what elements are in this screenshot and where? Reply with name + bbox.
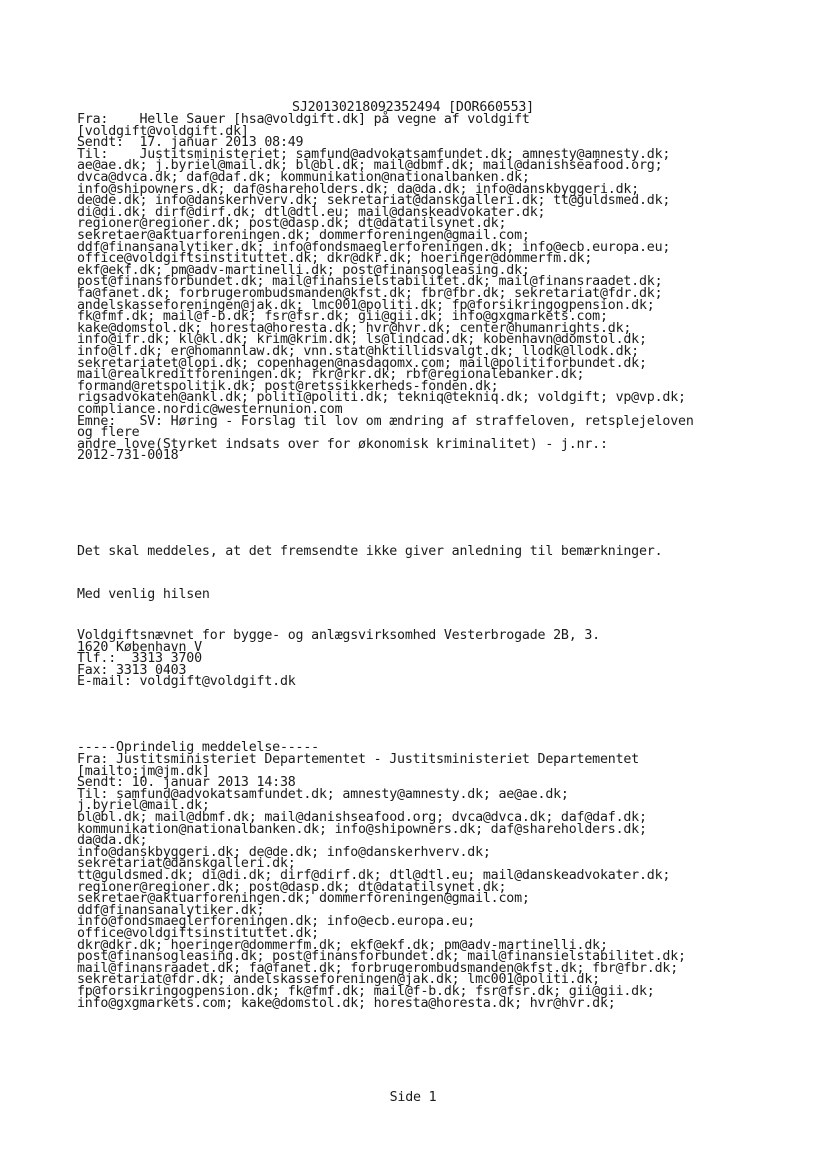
email1-line: formand@retspolitik.dk; post@retssikkerheds-fonden.dk;	[77, 378, 499, 394]
email1-line: kake@domstol.dk; horesta@horesta.dk; hvr@hvr.dk; center@humanrights.dk;	[77, 320, 632, 336]
email1-line: Fra: Helle Sauer [hsa@voldgift.dk] på vegne af voldgift	[77, 112, 530, 127]
page-footer: Side 1	[389, 1090, 437, 1105]
email2-line: kommunikation@nationalbanken.dk; info@shipowners.dk; daf@shareholders.dk;	[77, 821, 647, 837]
email2-line: da@da.dk;	[77, 833, 148, 849]
email1-line: di@di.dk; dirf@dirf.dk; dtl@dtl.eu; mail@danskeadvokater.dk;	[77, 204, 546, 220]
signature-line: Fax: 3313 0403	[77, 662, 187, 678]
document-id: SJ20130218092352494 [DOR660553]	[292, 100, 534, 115]
email1-line: compliance.nordic@westernunion.com	[77, 402, 343, 417]
email1-line: [voldgift@voldgift.dk]	[77, 123, 249, 139]
email2-line: j.byriel@mail.dk;	[77, 798, 210, 814]
email1-line: info@lf.dk; er@homannlaw.dk; vnn.stat@hktillidsvalgt.dk; llodk@llodk.dk;	[77, 344, 639, 359]
email1-line: office@voldgiftsinstituttet.dk; dkr@dkr.dk; hoeringer@dommerfm.dk;	[77, 251, 593, 267]
email2-line: regioner@regioner.dk; post@dasp.dk; dt@datatilsynet.dk;	[77, 879, 507, 895]
email2-line: sekretariat@danskgalleri.dk;	[77, 856, 296, 872]
email1-line: sekretaer@aktuarforeningen.dk; dommerforeningen@gmail.com;	[77, 228, 530, 243]
email1-line: rigsadvokaten@ankl.dk; politi@politi.dk; tekniq@tekniq.dk; voldgift; vp@vp.dk;	[77, 390, 686, 406]
email2-line: [mailto:jm@jm.dk]	[77, 763, 210, 779]
body-text: Det skal meddeles, at det fremsendte ikke giver anledning til bemærkninger.	[77, 544, 663, 559]
email2-line: info@gxgmarkets.com; kake@domstol.dk; horesta@horesta.dk; hvr@hvr.dk;	[77, 995, 616, 1011]
email2-line: Til: samfund@advokatsamfundet.dk; amnesty@amnesty.dk; ae@ae.dk;	[77, 786, 569, 802]
email2-line: dkr@dkr.dk; hoeringer@dommerfm.dk; ekf@ekf.dk; pm@adv-martinelli.dk;	[77, 937, 608, 953]
email2-line: info@fondsmaeglerforeningen.dk; info@ecb.europa.eu;	[77, 914, 476, 930]
signature-line: Voldgiftsnævnet for bygge- og anlægsvirksomhed Vesterbrogade 2B, 3.	[77, 628, 600, 643]
signature-line: Tlf.: 3313 3700	[77, 651, 202, 667]
email1-line: fa@fanet.dk; forbrugerombudsmanden@kfst.dk; fbr@fbr.dk; sekretariat@fdr.dk;	[77, 286, 663, 301]
email1-line: post@finansforbundet.dk; mail@finansielstabilitet.dk; mail@finansraadet.dk;	[77, 274, 663, 290]
email1-line: info@shipowners.dk; daf@shareholders.dk; da@da.dk; info@danskbyggeri.dk;	[77, 181, 639, 197]
email2-line: info@danskbyggeri.dk; de@de.dk; info@danskerhverv.dk;	[77, 844, 491, 860]
email1-line: regioner@regioner.dk; post@dasp.dk; dt@datatilsynet.dk;	[77, 216, 507, 232]
signature-line: E-mail: voldgift@voldgift.dk	[77, 674, 296, 690]
email2-line: sekretariat@fdr.dk; andelskasseforeningen@jak.dk; lmc001@politi.dk;	[77, 972, 600, 988]
email2-line: Sendt: 10. januar 2013 14:38	[77, 775, 296, 791]
email2-line: office@voldgiftsinstituttet.dk;	[77, 926, 319, 941]
email1-line: andelskasseforeningen@jak.dk; lmc001@politi.dk; fp@forsikringogpension.dk;	[77, 297, 655, 313]
email1-line: andre love(Styrket indsats over for økonomisk kriminalitet) - j.nr.:	[77, 436, 608, 452]
email1-line: ddf@finansanalytiker.dk; info@fondsmaeglerforeningen.dk; info@ecb.europa.eu;	[77, 239, 671, 255]
email1-line: sekretariatet@lopi.dk; copenhagen@nasdaqomx.com; mail@politiforbundet.dk;	[77, 355, 647, 371]
email2-line: Fra: Justitsministeriet Departementet - Justitsministeriet Departementet	[77, 752, 639, 767]
greeting: Med venlig hilsen	[77, 587, 210, 602]
email1-line: de@de.dk; info@danskerhverv.dk; sekretariat@danskgalleri.dk; tt@guldsmed.dk;	[77, 193, 671, 209]
email1-line: mail@realkreditforeningen.dk; rkr@rkr.dk; rbf@regionalebanker.dk;	[77, 367, 585, 383]
email1-line: dvca@dvca.dk; daf@daf.dk; kommunikation@nationalbanken.dk;	[77, 170, 530, 185]
email1-line: Emne: SV: Høring - Forslag til lov om ændring af straffeloven, retsplejeloven	[77, 413, 694, 429]
email2-line: mail@finansraadet.dk; fa@fanet.dk; forbrugerombudsmanden@kfst.dk; fbr@fbr.dk;	[77, 960, 679, 976]
email2-line: tt@guldsmed.dk; di@di.dk; dirf@dirf.dk; dtl@dtl.eu; mail@danskeadvokater.dk;	[77, 868, 671, 883]
email2-line: fp@forsikringogpension.dk; fk@fmf.dk; mail@f-b.dk; fsr@fsr.dk; gii@gii.dk;	[77, 984, 655, 999]
email1-line: Sendt: 17. januar 2013 08:49	[77, 135, 304, 151]
original-message-separator: -----Oprindelig meddelelse-----	[77, 740, 319, 755]
email1-line: og flere	[77, 425, 140, 441]
email1-line: info@ifr.dk; kl@kl.dk; krim@krim.dk; ls@lindcad.dk; kobenhavn@domstol.dk;	[77, 332, 647, 348]
email1-line: Til: Justitsministeriet; samfund@advokatsamfundet.dk; amnesty@amnesty.dk;	[77, 146, 671, 162]
signature-line: 1620 København V	[77, 639, 202, 655]
email1-line: ekf@ekf.dk; pm@adv-martinelli.dk; post@finansogleasing.dk;	[77, 262, 530, 278]
email2-line: ddf@finansanalytiker.dk;	[77, 902, 265, 918]
email2-line: bl@bl.dk; mail@dbmf.dk; mail@danishseafood.org; dvca@dvca.dk; daf@daf.dk;	[77, 810, 647, 825]
email2-line: post@finansogleasing.dk; post@finansforbundet.dk; mail@finansielstabilitet.dk;	[77, 949, 686, 965]
email1-line: fk@fmf.dk; mail@f-b.dk; fsr@fsr.dk; gii@gii.dk; info@gxgmarkets.com;	[77, 309, 608, 325]
email1-line: ae@ae.dk; j.byriel@mail.dk; bl@bl.dk; mail@dbmf.dk; mail@danishseafood.org;	[77, 158, 663, 174]
email2-line: sekretaer@aktuarforeningen.dk; dommerforeningen@gmail.com;	[77, 891, 530, 907]
email1-line: 2012-731-0018	[77, 448, 179, 464]
